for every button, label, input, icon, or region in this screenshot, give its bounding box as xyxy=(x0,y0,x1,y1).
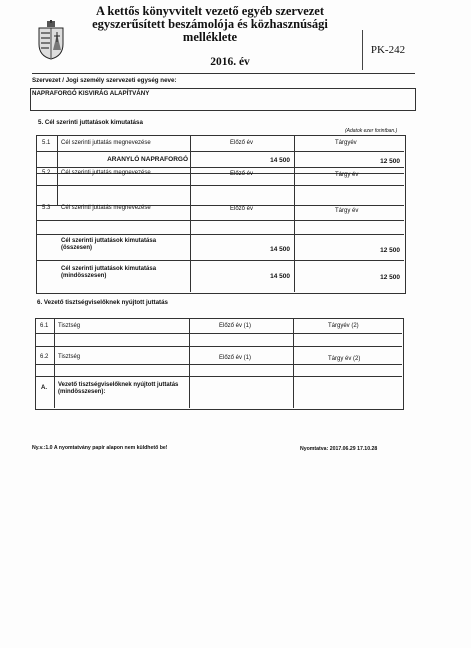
organization-name: NAPRAFORGÓ KISVIRÁG ALAPÍTVÁNY xyxy=(32,90,150,97)
row-5-2-curr-label: Tárgy év xyxy=(335,172,359,178)
row-5-1-label: Cél szerinti juttatás megnevezése xyxy=(61,140,151,146)
form-title xyxy=(75,5,345,44)
row-6-1-curr-label: Tárgyév (2) xyxy=(328,323,359,329)
row-5-2-number: 5.2 xyxy=(42,170,51,176)
row-5-3-label: Cél szerinti juttatás megnevezése xyxy=(61,205,151,211)
row-5-1-prev-value: 14 500 xyxy=(270,157,290,164)
row-5-1-name: ARANYLÓ NAPRAFORGÓ xyxy=(107,156,188,163)
row-5-2-label: Cél szerinti juttatás megnevezése xyxy=(61,170,151,176)
title-line-2: egyszerűsített beszámolója és közhasznúsági melléklete xyxy=(92,17,328,44)
row-6-1-label: Tisztség xyxy=(58,323,81,329)
row-5-3-curr-label: Tárgy év xyxy=(335,208,359,214)
row-6-1-prev-label: Előző év (1) xyxy=(219,323,252,329)
footer-version-note: Ny.v.:1.0 A nyomtatvány papír alapon nem küldhető be! xyxy=(32,445,168,451)
report-year: 2016. év xyxy=(210,56,250,68)
row-5-1-prev-label: Előző év xyxy=(230,140,254,146)
row-5-1-curr-label: Tárgyév xyxy=(335,140,357,146)
section5-title: 5. Cél szerinti juttatások kimutatása xyxy=(38,119,143,126)
grand-total-label: Cél szerinti juttatások kimutatása (mindösszesen) xyxy=(61,266,157,279)
row-a-label: Vezető tisztségviselőknek nyújtott juttatás (mindösszesen): xyxy=(58,382,179,395)
footer-print-date: Nyomtatva: 2017.06.29 17.10.28 xyxy=(300,446,378,452)
organization-name-field xyxy=(30,88,416,111)
row-5-1-number: 5.1 xyxy=(42,140,51,146)
total-curr-value: 12 500 xyxy=(380,247,400,254)
total-prev-value: 14 500 xyxy=(270,246,290,253)
row-6-1-number: 6.1 xyxy=(40,323,49,329)
total-label: Cél szerinti juttatások kimutatása (összesen) xyxy=(61,238,157,251)
section5-table xyxy=(36,135,406,294)
grand-total-curr-value: 12 500 xyxy=(380,274,400,281)
unit-note: (Adatok ezer forintban.) xyxy=(345,128,398,134)
row-5-3-number: 5.3 xyxy=(42,205,51,211)
header-divider xyxy=(32,73,415,74)
form-code: PK-242 xyxy=(362,30,413,70)
row-6-2-prev-label: Előző év (1) xyxy=(219,355,252,361)
row-5-2-prev-label: Előző év xyxy=(230,171,254,177)
organization-label: Szervezet / Jogi személy szervezeti egység neve: xyxy=(32,77,177,84)
row-5-1-curr-value: 12 500 xyxy=(380,158,400,165)
row-6-2-number: 6.2 xyxy=(40,354,49,360)
row-6-2-curr-label: Tárgy év (2) xyxy=(328,356,361,362)
title-line-1: A kettős könyvvitelt vezető egyéb szervezet xyxy=(95,4,325,18)
row-5-3-prev-label: Előző év xyxy=(230,206,254,212)
coat-of-arms-icon xyxy=(36,20,66,60)
section6-title: 6. Vezető tisztségviselőknek nyújtott juttatás xyxy=(37,299,169,306)
row-6-2-label: Tisztség xyxy=(58,354,81,360)
row-a-number: A. xyxy=(41,385,47,391)
grand-total-prev-value: 14 500 xyxy=(270,273,290,280)
section6-table xyxy=(35,318,404,410)
